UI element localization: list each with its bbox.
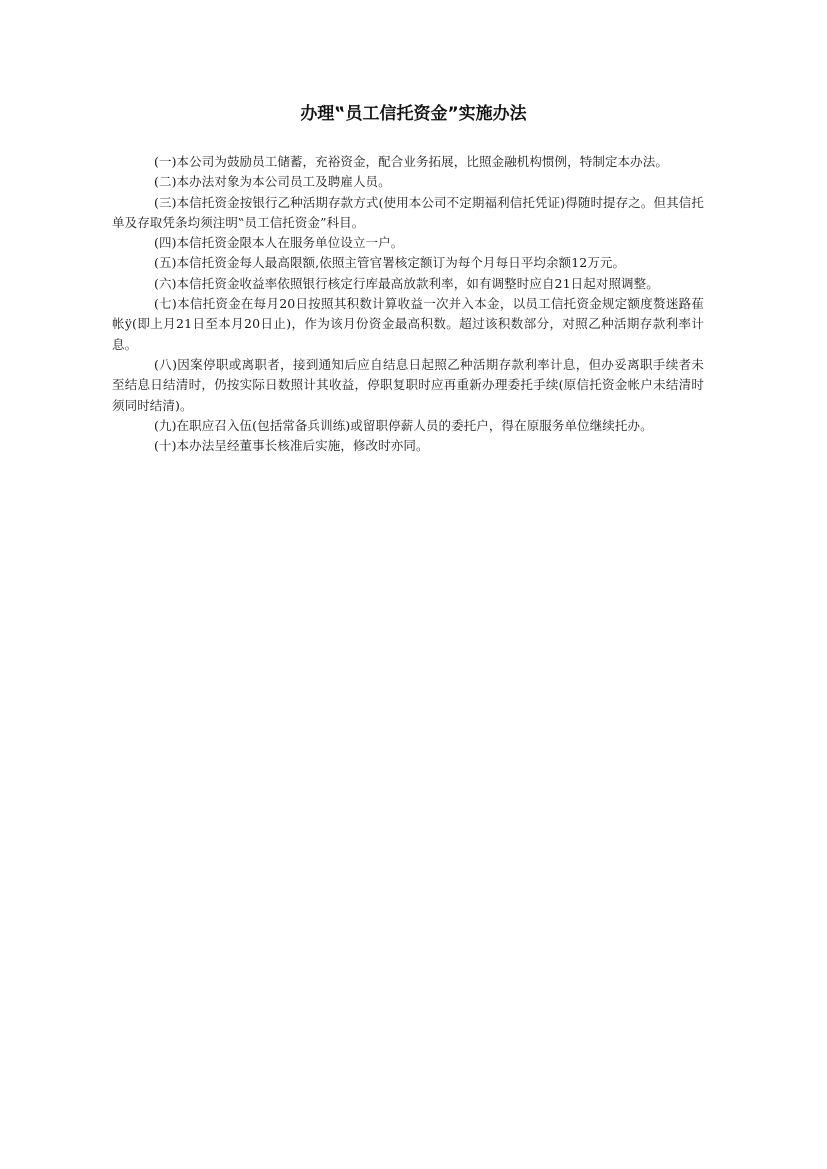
- clause-4: (四)本信托资金限本人在服务单位设立一户。: [154, 235, 404, 251]
- clause-1: (一)本公司为鼓励员工储蓄，充裕资金，配合业务拓展，比照金融机构惯例，特制定本办法。: [154, 154, 668, 169]
- document-body: [112, 152, 704, 456]
- clause-6: (六)本信托资金收益率依照银行核定行库最高放款利率，如有调整时应自21日起对照调整。: [154, 275, 659, 291]
- clause-8: (八)因案停职或离职者，接到通知后应自结息日起照乙种活期存款利率计息，但办妥离职手续者未至结息日结清时，仍按实际日数照计其收益，停职复职时应再重新办理委托手续(原信托资金帐户未结清时须同时结清)。: [112, 356, 704, 413]
- clause-3: (三)本信托资金按银行乙种活期存款方式(使用本公司不定期福利信托凭证)得随时提存之。但其信托单及存取凭条均须注明‟员工信托资金”科目。: [112, 194, 704, 230]
- document-title: 办理‟员工信托资金”实施办法: [300, 104, 527, 124]
- clause-2: (二)本办法对象为本公司员工及聘雇人员。: [154, 174, 391, 190]
- clause-10: (十)本办法呈经董事长核准后实施，修改时亦同。: [154, 438, 429, 454]
- clause-5: (五)本信托资金每人最高限额,依照主管官署核定额订为每个月每日平均余额12万元。: [154, 255, 626, 271]
- clause-7: (七)本信托资金在每月20日按照其积数计算收益一次并入本金，以员工信托资金规定额度赘迷路萑帐ÿ(即上月21日至本月20日止)，作为该月份资金最高积数。超过该积数部分，对照乙种活期存款利率计息。: [112, 296, 704, 352]
- clause-9: (九)在职应召入伍(包括常备兵训练)或留职停薪人员的委托户，得在原服务单位继续托办。: [154, 417, 653, 433]
